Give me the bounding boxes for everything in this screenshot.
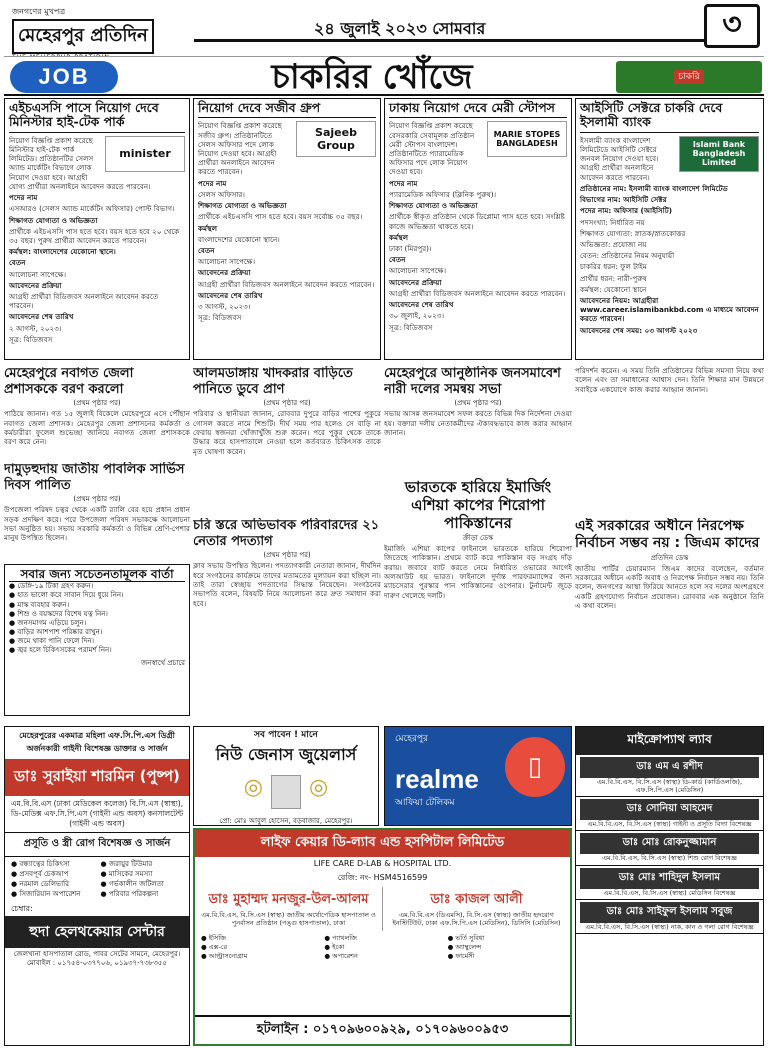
jewellery-ad [193, 726, 379, 826]
job-column-2 [193, 98, 381, 360]
doctor-name: ডাঃ মোঃ সাইফুল ইসলাম সবুজ [580, 902, 759, 923]
job-title: এইচএসসি পাসে নিয়োগ দেবে মিনিস্টার হাই-টেক পার্ক [9, 101, 185, 133]
story-headline: দামুড়হুদায় জাতীয় পাবলিক সার্ভিস দিবস পালিত [4, 462, 185, 493]
service-item: ● নরমাল ডেলিভারি [11, 879, 70, 888]
service-item: ● অপারেশন [324, 952, 358, 961]
doctor-degrees: এম.বি.বি.এস (ঢাকা মেডিকেল কলেজ) বি.সি.এস (স্বাস্থ্য), ডি-মেডিক্স এফ.সি.পি.এস (গাইনী এন্ড অবস) কনসালটেন্ট (গাইনী এন্ড অবস) [10, 799, 184, 829]
phone-ad [384, 726, 572, 826]
story-headline: চরি স্তরে অভিভাবক পরিবারদের ২১ নেতার পদত্যাগ [193, 518, 380, 549]
job-text: ঢাকা (মিরপুর)। [389, 244, 432, 253]
job-subhead: বেতন [389, 255, 406, 265]
job-subhead: আবেদনের শেষ তারিখ [198, 290, 263, 300]
list-item: ● বাড়ির আশপাশ পরিষ্কার রাখুন। [9, 627, 103, 636]
company-logo: minister [105, 136, 185, 172]
job-text: আলোচনা সাপেক্ষে। [389, 266, 447, 276]
phone-model-icon: ▯ [527, 752, 543, 782]
ring-icon: ◎ [243, 775, 263, 800]
job-subhead: বেতন [9, 258, 26, 268]
job-subhead: কর্মস্থল: বাংলাদেশের যেকোনো স্থানে। [9, 247, 116, 257]
news-story [384, 366, 572, 476]
doctor-name: ডাঃ কাজল আলী [430, 892, 523, 907]
list-item: ● জ্বর হলে চিকিৎসকের পরামর্শ নিন। [9, 646, 112, 655]
story-body: উপজেলা পরিষদ চত্বর থেকে একটি র‍্যালি বের হয়ে প্রধান প্রধান সড়ক প্রদক্ষিণ করে। পরে উপজেলা পরিষদ সভাকক্ষে আলোচনা সভা অনুষ্ঠিত হয়। সভায় সরকারি কর্মকর্তা ও বিভিন্ন শ্রেণি-পেশার মানুষ উপস্থিত ছিলেন। [4, 505, 190, 543]
page-number: ৩ [704, 4, 760, 48]
story-headline: মেহেরপুরে আনুষ্ঠানিক জনসমাবেশ নারী দলের সমন্বয় সভা [384, 366, 561, 397]
story-body: সভায় আসন্ন জনসমাবেশ সফল করতে বিভিন্ন দিক নির্দেশনা দেওয়া হয়। বক্তারা দলীয় নেতাকর্মীদের ঐক্যবদ্ধভাবে কাজ করার আহ্বান জানান। [384, 409, 572, 437]
section-title: চাকরির খোঁজে [271, 57, 473, 97]
job-subhead: আবেদনের শেষ তারিখ [9, 312, 74, 322]
service-list [5, 857, 189, 902]
ad-slogan: সব পাবেন ! মানে [254, 730, 318, 740]
story-body: জাতীয় পার্টির চেয়ারম্যান জিএম কাদের বলেছেন, বর্তমান সরকারের অধীনে একটি অবাধ ও নিরপেক্ষ নির্বাচন সম্ভব নয়। তিনি বলেন, জনগণের আস্থা ফিরিয়ে আনতে হলে সব দলের অংশগ্রহণে একটি গ্রহণযোগ্য নির্বাচন প্রয়োজন। রোববার এক অনুষ্ঠানে তিনি এ কথা বলেন। [575, 563, 764, 611]
masthead [4, 4, 764, 56]
story-body: পাঠিয়ে জানান। গত ১৫ জুলাই বিকেলে মেহেরপুরে এসে পৌঁছান নবাগত জেলা প্রশাসক। মেহেরপুর জেলা প্রশাসনের কর্মকর্তা ও কর্মচারীরা ফুলেল শুভেচ্ছা জানিয়ে নবাগত জেলা প্রশাসককে বরণ করে নেন। [4, 409, 190, 447]
job-text: ২ আগস্ট, ২০২৩। [9, 323, 62, 333]
doctor-name: ডাঃ মোঃ শাহিদুল ইসলাম [580, 868, 759, 889]
hospital-name-en: LIFE CARE D-LAB & HOSPITAL LTD. [313, 859, 452, 868]
story-headline: এই সরকারের অধীনে নিরপেক্ষ নির্বাচন সম্ভব নয় : জিএম কাদের [575, 518, 760, 551]
job-subhead: বিভাগের নাম: আইসিটি সেক্টর [580, 195, 667, 205]
service-item: ● ইকো [324, 942, 345, 951]
shop-name: নিউ জেনাস জুয়েলার্স [215, 745, 357, 764]
phone-brand: realme [395, 764, 479, 794]
job-logo: JOB [10, 61, 118, 93]
service-item: ● ইসিজি [201, 933, 226, 942]
shop-address: প্রো: মোঃ আবুল হোসেন, বড়বাজার, মেহেরপুর। [219, 817, 353, 825]
lab-doctor [576, 755, 763, 797]
story-byline: ক্রীড়া ডেস্ক [462, 534, 494, 542]
job-text: আগ্রহী প্রার্থীরা বিডিজবস অনলাইনে আবেদন করতে পারবেন। [389, 288, 566, 298]
job-text: ৩০ জুলাই, ২০২৩। [389, 311, 445, 321]
story-body: পরিদর্শন করেন। এ সময় তিনি প্রতিষ্ঠানের বিভিন্ন সমস্যা নিয়ে কথা বলেন এবং তা সমাধানের আশ্বাস দেন। তিনি শিক্ষার মান উন্নয়নে সবাইকে একযোগে কাজ করার আহ্বান জানান। [575, 366, 764, 394]
job-text: বাংলাদেশের যেকোনো স্থানে। [198, 234, 280, 244]
job-text: আগ্রহী প্রার্থীরা বিডিজবস অনলাইনে আবেদন করতে পারবেন। [198, 279, 375, 289]
list-item: ● ডেঙ্গি-১৯ টিকা গ্রহণ করুন। [9, 582, 94, 591]
job-subhead: পদের নাম: অফিসার (আইসিটি) [580, 206, 673, 216]
job-subhead: শিক্ষাগত যোগ্যতা ও অভিজ্ঞতা [389, 201, 478, 211]
doctor-degrees: এম.বি.বি.এস, বি.সি.এস (স্বাস্থ্য) গাইনী ও প্রসূতি বিদ্যা বিশেষজ্ঞ [587, 820, 752, 829]
doctor-degrees: এম.বি.বি.এস, বি.সি.এস (স্বাস্থ্য) মেডিসিন বিশেষজ্ঞ [603, 888, 736, 897]
job-text: শিক্ষাগত যোগ্যতা: স্নাতক/স্নাতকোত্তর [580, 228, 686, 238]
service-item: ● প্যাথলজি [324, 933, 357, 942]
news-story [575, 366, 764, 516]
job-text: নিয়োগ বিজ্ঞপ্তি প্রকাশ করেছে মিনিস্টার হাই-টেক পার্ক লিমিটেড। প্রতিষ্ঠানটির সেলস অ্যান্ড মার্কেটিং বিভাগে লোক নিয়োগ দেওয়া হবে। আগ্রহী যোগ্য প্রার্থীরা অনলাইনে আবেদন করতে পারবেন। [9, 135, 151, 191]
story-byline: প্রতিদিন ডেস্ক [650, 553, 689, 562]
ad-intro: মেহেরপুরের একমাত্র মহিলা এফ.সি.পি.এস ডিগ্রী অর্জনকারী গাইনী বিশেষজ্ঞ ডাক্তার ও সার্জন [5, 727, 189, 759]
doctor-name: ডাঃ মুহাম্মদ মনজুর-উল-আলম [208, 892, 369, 907]
story-byline: (প্রথম পৃষ্ঠার পর) [263, 551, 311, 560]
news-story [575, 518, 764, 722]
phone-image-icon [505, 737, 565, 797]
service-item: ● এক্স-রে [201, 942, 228, 951]
doctor-specialty: প্রসূতি ও স্ত্রী রোগ বিশেষজ্ঞ ও সার্জন [5, 832, 189, 857]
lab-ad [575, 726, 764, 1046]
job-column-4 [575, 98, 764, 360]
doctor-ad [4, 726, 190, 1046]
doctor-degrees: এম.বি.বি.এস (ডিএমসি), বি.সি.এস (স্বাস্থ্য) জাতীয় হৃদরোগ ইনস্টিটিউট, ঢাকা এফ.সি.পি.এস (মেডিসিন), ডিসিসি (মেডিসিন) [392, 911, 561, 928]
list-item: ● শিশু ও বয়স্কদের বিশেষ যত্ন নিন। [9, 609, 108, 618]
hospital-doctors [195, 887, 570, 931]
lab-doctor [576, 900, 763, 934]
ad-city: মেহেরপুর [395, 734, 429, 744]
awareness-box [4, 564, 190, 716]
doctor-name: ডাঃ সুরাইয়া শারমিন (পুষ্প) [5, 759, 189, 796]
job-text: সেলস অফিসার। [198, 189, 245, 199]
service-item: ● জরায়ুর টিউমার [100, 860, 153, 869]
story-headline: ভারতকে হারিয়ে ইমার্জিং এশিয়া কাপের শিরোপা পাকিস্তানের [404, 478, 552, 532]
job-apply: আবেদনের নিয়ম: আগ্রহীরা www.career.islamibankbd.com এ মাধ্যমে আবেদন করতে পারবেন। [580, 296, 759, 324]
paper-name: মেহেরপুর প্রতিদিন [12, 19, 154, 54]
awareness-list [9, 582, 185, 655]
job-subhead: আবেদনের শেষ তারিখ [389, 300, 454, 310]
service-item: ● ভর্তি সুবিধা [447, 933, 485, 942]
paper-tagline: জনগণের মুখপত্র [12, 7, 66, 16]
job-text: নিয়োগ বিজ্ঞপ্তি প্রকাশ করেছে সজীব গ্রুপ। প্রতিষ্ঠানটিতে সেলস অফিসার পদে লোক নিয়োগ দেওয়া হবে। আগ্রহী প্রার্থীরা অনলাইনে আবেদন করতে পারবেন। [198, 121, 282, 177]
story-byline: (প্রথম পৃষ্ঠার পর) [73, 495, 121, 504]
job-subhead: আবেদনের প্রক্রিয়া [9, 280, 62, 290]
news-story [193, 518, 381, 722]
news-story [193, 366, 381, 516]
doctor-degrees: এম.বি.বি.এস, বি.সি.এস (স্বাস্থ্য) ডি-কার্ড (কার্ডিওলজি), এফ.সি.পি.এস (মেডিসিন) [596, 778, 743, 795]
story-byline: (প্রথম পৃষ্ঠার পর) [263, 399, 311, 408]
story-headline: আলমডাঙ্গায় খাদকরার বাড়িতে পানিতে ডুবে প্রাণ [193, 366, 353, 397]
jewel-icons [194, 775, 378, 809]
awareness-title: সবার জন্য সচেতনতামূলক বার্তা [9, 567, 185, 582]
doctor-degrees: এম.বি.বি.এস, বি.সি.এস (স্বাস্থ্য) নাক, কান ও গলা রোগ বিশেষজ্ঞ [585, 922, 754, 931]
hotline: হটলাইন : ০১৭০৯৬০০৯২৯, ০১৭০৯৬০০৯৫৩ [195, 1015, 570, 1044]
job-text: অভিজ্ঞতা: প্রযোজ্য নয় [580, 239, 647, 249]
story-body: ইমার্জিং এশিয়া কাপের ফাইনালে ভারতকে হারিয়ে শিরোপা জিতেছে পাকিস্তান। প্রথমে ব্যাট করে পাকিস্তান বড় সংগ্রহ দাঁড় করায়। জবাবে ব্যাট করতে নেমে নির্ধারিত ওভারের আগেই অলআউট হয় ভারত। ফাইনালে দুর্দান্ত পারফরম্যান্সের জন্য ম্যাচসেরার পুরস্কার পান পাকিস্তানের ওপেনার। টুর্নামেন্ট জুড়ে দারুণ খেলেছে দলটি। [384, 544, 572, 600]
doctor-name: ডাঃ সোনিয়া আহমেদ [580, 799, 759, 820]
story-byline: (প্রথম পৃষ্ঠার পর) [73, 399, 121, 408]
service-item: ● সিজারিয়ান অপারেশন [11, 889, 81, 898]
hospital-doctor [195, 887, 383, 931]
job-text: প্রার্থীকে এইচএসসি পাস হতে হবে। বয়স হতে হবে ২০ থেকে ৩৫ বছর। পুরুষ প্রার্থীরা আবেদন করতে পারবেন। [9, 226, 180, 245]
person-photo-icon [271, 775, 301, 809]
job-text: আগ্রহী প্রার্থীরা বিডিজবস অনলাইনে আবেদন করতে পারবেন। [9, 292, 159, 311]
company-logo: MARIE STOPES BANGLADESH [487, 121, 567, 157]
news-story [384, 478, 572, 722]
job-source: সূত্র: বিডিজবস [9, 334, 53, 344]
paper-brand [12, 6, 192, 46]
list-item: ● হাত ভালো করে সাবান দিয়ে ধুয়ে নিন। [9, 591, 124, 600]
service-item: ● আল্ট্রাসনোগ্রাম [201, 952, 248, 961]
job-title: নিয়োগ দেবে সজীব গ্রুপ [198, 101, 376, 118]
lab-doctor [576, 797, 763, 831]
service-item: ● ফার্মেসী [447, 952, 475, 961]
chamber-address: জেলখানা হাসপাতাল রোড, পাবর সেটের সামনে, মেহেরপুর। মোবাইল : ০১৭৫৪-০৩৭৭০৬, ০১৯৩৭-৭৩৮৩৫৫ [13, 949, 181, 967]
ring-icon: ◎ [309, 775, 329, 800]
job-subhead: আবেদনের প্রক্রিয়া [198, 268, 251, 278]
job-subhead: পদের নাম [9, 193, 38, 203]
job-text: আলোচনা সাপেক্ষে। [198, 257, 256, 267]
hospital-name: লাইফ কেয়ার ডি-ল্যাব এন্ড হসপিটাল লিমিটেড [195, 830, 570, 857]
doctor-name: ডাঃ মোঃ রোকনুজ্জামান [580, 833, 759, 854]
news-story [4, 366, 190, 460]
service-item: ● মাসিকের সমস্যা [100, 870, 153, 879]
job-column-3 [384, 98, 572, 360]
job-subhead: কর্মস্থল [198, 223, 218, 233]
banner-art-label: চাকরি [674, 70, 703, 84]
job-text: চাকরির ধরন: ফুল টাইম [580, 262, 647, 272]
job-text: প্রার্থীকে এইচএসসি পাস হতে হবে। বয়স সর্বোচ্চ ৩৫ বছর। [198, 212, 363, 222]
job-subhead: শিক্ষাগত যোগ্যতা ও অভিজ্ঞতা [9, 215, 98, 225]
job-text: ইসলামী ব্যাংক বাংলাদেশ লিমিটেডে আইসিটি সেক্টরে জনবল নিয়োগ দেওয়া হবে। আগ্রহী প্রার্থীরা অনলাইনে আবেদন করতে পারবেন। [580, 135, 659, 182]
news-story [4, 462, 190, 562]
lab-doctor [576, 866, 763, 900]
dateline: ২৪ জুলাই ২০২৩ সোমবার [194, 12, 704, 42]
section-banner [4, 56, 764, 96]
company-logo: Sajeeb Group [296, 121, 376, 157]
job-subhead: পদের নাম [389, 178, 418, 188]
shop-name: আফিয়া টেলিকম [395, 798, 455, 808]
chamber-name: হুদা হেলথকেয়ার সেন্টার [5, 916, 189, 948]
list-item: ● মাস্ক ব্যবহার করুন। [9, 600, 70, 609]
job-text: বেতন: প্রতিষ্ঠানের নিয়ম অনুযায়ী [580, 251, 675, 261]
job-deadline: আবেদনের শেষ সময়: ০৩ আগস্ট ২০২৩ [580, 325, 698, 335]
service-list [195, 931, 570, 964]
list-item: ● জনসমাগম এড়িয়ে চলুন। [9, 618, 87, 627]
story-body: পরিবার ও স্থানীয়রা জানান, রোববার দুপুরে বাড়ির পাশের পুকুরে গোসল করতে নামে শিশুটি। দীর্ঘ সময় পার হলেও সে বাড়ি না ফেরায় স্বজনরা খোঁজাখুঁজি শুরু করেন। পরে পুকুর থেকে তাকে উদ্ধার করে হাসপাতালে নেওয়া হলে কর্তব্যরত চিকিৎসক তাকে মৃত ঘোষণা করেন। [193, 409, 381, 456]
job-subhead: কর্মস্থল [389, 232, 409, 242]
job-text: আলোচনা সাপেক্ষে। [9, 269, 67, 279]
job-text: নিয়োগ বিজ্ঞপ্তি প্রকাশ করেছে বেসরকারি সেবামূলক প্রতিষ্ঠান মেরী স্টোপস বাংলাদেশ। প্রতিষ্ঠানটিতে প্যারামেডিক অফিসার পদে লোক নিয়োগ দেওয়া হবে। [389, 121, 475, 177]
company-logo: Islami Bank Bangladesh Limited [679, 136, 759, 172]
awareness-sign: জনস্বার্থে প্রচারে [141, 659, 185, 668]
job-text: কর্মস্থল: যেকোনো স্থানে [580, 284, 647, 294]
hospital-doctor [383, 887, 570, 931]
hospital-ad [193, 828, 572, 1046]
service-item: ● অ্যাম্বুলেন্স [447, 942, 482, 951]
lab-doctor [576, 831, 763, 865]
job-subhead: পদের নাম [198, 178, 227, 188]
job-subhead: শিক্ষাগত যোগ্যতা ও অভিজ্ঞতা [198, 201, 287, 211]
story-headline: মেহেরপুরে নবাগত জেলা প্রশাসককে বরণ করলো [4, 366, 134, 397]
chamber-label: চেম্বার: [11, 903, 33, 913]
service-item: ● বন্ধ্যাত্বের চিকিৎসা [11, 860, 70, 869]
lab-name: মাইক্রোপ্যাথ ল্যাব [576, 727, 763, 755]
job-subhead: আবেদনের প্রক্রিয়া [389, 277, 442, 287]
job-source: সূত্র: বিডিজবস [389, 322, 433, 332]
hospital-reg: রেজি: নং- HSM4516599 [337, 873, 428, 882]
service-item: ● গর্ভকালীন জটিলতা [100, 879, 164, 888]
banner-illustration [616, 61, 762, 93]
story-byline: (প্রথম পৃষ্ঠার পর) [454, 399, 502, 408]
service-item: ● পরিবার পরিকল্পনা [100, 889, 159, 898]
job-text: ৩ আগস্ট, ২০২৩। [198, 302, 251, 312]
doctor-degrees: এম.বি.বি.এস, বি.সি.এস (স্বাস্থ্য) জাতীয় অর্থোপেডিক হাসপাতাল ও পুনর্বাসন প্রতিষ্ঠান (পঙ্গু হাসপাতাল), ঢাকা [201, 911, 376, 928]
job-text: এসআরও (সেলস অ্যান্ড মার্কেটিং অফিসার) পোস্ট বিভাগ। [9, 204, 175, 214]
job-subhead: বেতন [198, 246, 215, 255]
story-body: ক্লাব সভায় উপস্থিত ছিলেন। পদত্যাগকারী নেতারা জানান, দীর্ঘদিন ধরে সংগঠনের কার্যক্রমে তাদের মতামতের মূল্যায়ন করা হচ্ছিল না। তাই তারা স্বেচ্ছায় পদত্যাগের সিদ্ধান্ত নিয়েছেন। সংগঠনের সভাপতি বলেন, বিষয়টি নিয়ে আলোচনা করে দ্রুত সমাধান করা হবে। [193, 561, 381, 608]
job-text: প্যারামেডিক অফিসার (ক্লিনিক পুরুষ)। [389, 189, 497, 199]
job-text: প্রার্থীকে স্বীকৃত প্রতিষ্ঠান থেকে ডিপ্লোমা পাস হতে হবে। সংশ্লিষ্ট কাজে অভিজ্ঞতা থাকতে হবে। [389, 212, 565, 231]
doctor-name: ডাঃ এম এ রশীদ [580, 757, 759, 778]
job-column-1 [4, 98, 190, 360]
job-text: পদসংখ্যা: নির্ধারিত নয় [580, 217, 645, 227]
job-source: সূত্র: বিডিজবস [198, 313, 242, 323]
job-subhead: প্রতিষ্ঠানের নাম: ইসলামী ব্যাংক বাংলাদেশ লিমিটেড [580, 183, 728, 193]
doctor-degrees: এম.বি.বি.এস, বি.সি.এস (স্বাস্থ্য) শিশু রোগ বিশেষজ্ঞ [602, 854, 737, 863]
service-item: ● প্রসবপূর্ব চেকআপ [11, 870, 69, 879]
job-title: ঢাকায় নিয়োগ দেবে মেরী স্টোপস [389, 101, 567, 118]
job-title: আইসিটি সেক্টরে চাকরি দেবে ইসলামী ব্যাংক [580, 101, 759, 133]
list-item: ● জমে থাকা পানি ফেলে দিন। [9, 636, 94, 645]
job-text: প্রার্থীর ধরন: নারী-পুরুষ [580, 273, 647, 283]
